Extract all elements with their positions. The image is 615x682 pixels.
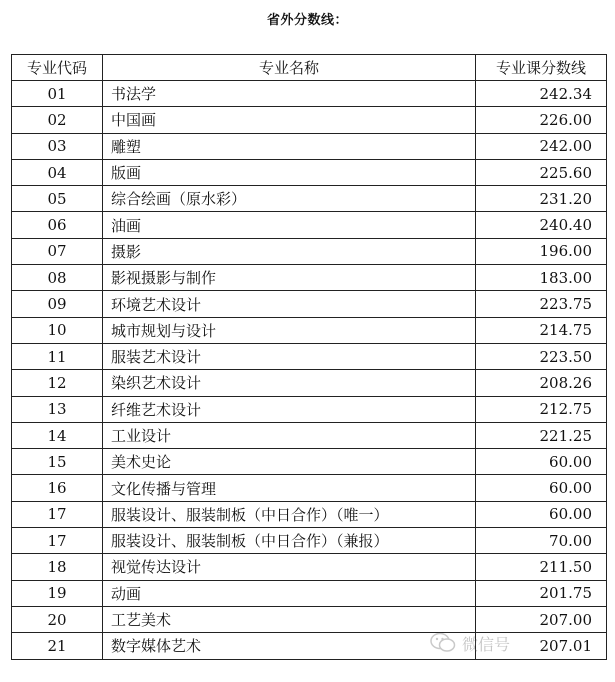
- row-score: 60.00: [476, 501, 607, 527]
- row-score: 60.00: [476, 475, 607, 501]
- row-name: 文化传播与管理: [103, 475, 476, 501]
- row-code: 21: [12, 633, 103, 659]
- table-row: [12, 186, 607, 212]
- row-score: 207.00: [476, 606, 607, 632]
- row-name: 环境艺术设计: [103, 291, 476, 317]
- header-name: 专业名称: [103, 55, 476, 81]
- row-name: 动画: [103, 580, 476, 606]
- row-score: 183.00: [476, 265, 607, 291]
- table-row: [12, 159, 607, 185]
- row-score: 214.75: [476, 317, 607, 343]
- row-code: 04: [12, 159, 103, 185]
- wechat-icon: [430, 632, 456, 654]
- table-row: [12, 580, 607, 606]
- table-row: [12, 449, 607, 475]
- table-row: [12, 212, 607, 238]
- header-score: 专业课分数线: [476, 55, 607, 81]
- row-name: 城市规划与设计: [103, 317, 476, 343]
- row-score: 211.50: [476, 554, 607, 580]
- row-name: 纤维艺术设计: [103, 396, 476, 422]
- row-name: 染织艺术设计: [103, 370, 476, 396]
- row-code: 06: [12, 212, 103, 238]
- row-name: 视觉传达设计: [103, 554, 476, 580]
- table-row: [12, 528, 607, 554]
- row-score: 208.26: [476, 370, 607, 396]
- row-code: 11: [12, 343, 103, 369]
- table-row: [12, 81, 607, 107]
- row-code: 01: [12, 81, 103, 107]
- row-code: 15: [12, 449, 103, 475]
- row-name: 工业设计: [103, 422, 476, 448]
- row-code: 08: [12, 265, 103, 291]
- row-score: 242.34: [476, 81, 607, 107]
- row-score: 240.40: [476, 212, 607, 238]
- table-row: [12, 475, 607, 501]
- row-code: 03: [12, 133, 103, 159]
- row-code: 19: [12, 580, 103, 606]
- watermark-text: 微信号: [462, 634, 511, 654]
- table-row: [12, 501, 607, 527]
- row-score: 201.75: [476, 580, 607, 606]
- header-code: 专业代码: [12, 55, 103, 81]
- row-name: 版画: [103, 159, 476, 185]
- row-score: 223.50: [476, 343, 607, 369]
- row-score: 223.75: [476, 291, 607, 317]
- row-score: 207.01: [476, 633, 607, 659]
- row-score: 60.00: [476, 449, 607, 475]
- row-code: 17: [12, 501, 103, 527]
- row-score: 225.60: [476, 159, 607, 185]
- table-row: [12, 317, 607, 343]
- table-row: [12, 291, 607, 317]
- row-code: 10: [12, 317, 103, 343]
- row-score: 212.75: [476, 396, 607, 422]
- row-name: 美术史论: [103, 449, 476, 475]
- row-score: 70.00: [476, 528, 607, 554]
- row-name: 工艺美术: [103, 606, 476, 632]
- row-code: 05: [12, 186, 103, 212]
- row-code: 07: [12, 238, 103, 264]
- row-code: 14: [12, 422, 103, 448]
- row-name: 服装设计、服装制板（中日合作）（唯一）: [103, 501, 476, 527]
- row-name: 影视摄影与制作: [103, 265, 476, 291]
- row-code: 17: [12, 528, 103, 554]
- table-row: [12, 107, 607, 133]
- row-code: 16: [12, 475, 103, 501]
- row-code: 12: [12, 370, 103, 396]
- table-row: [12, 606, 607, 632]
- row-name: 服装艺术设计: [103, 343, 476, 369]
- row-name: 雕塑: [103, 133, 476, 159]
- row-name: 服装设计、服装制板（中日合作）（兼报）: [103, 528, 476, 554]
- table-row: [12, 133, 607, 159]
- watermark: [430, 630, 510, 656]
- table-row: [12, 554, 607, 580]
- row-score: 221.25: [476, 422, 607, 448]
- row-score: 196.00: [476, 238, 607, 264]
- row-score: 226.00: [476, 107, 607, 133]
- table-row: [12, 265, 607, 291]
- row-code: 13: [12, 396, 103, 422]
- row-name: 油画: [103, 212, 476, 238]
- page-title: 省外分数线：: [266, 13, 348, 28]
- table-row: [12, 238, 607, 264]
- table-row: [12, 396, 607, 422]
- table-header-row: [12, 55, 607, 81]
- row-name: 书法学: [103, 81, 476, 107]
- row-score: 231.20: [476, 186, 607, 212]
- row-name: 综合绘画（原水彩）: [103, 186, 476, 212]
- row-code: 09: [12, 291, 103, 317]
- row-code: 18: [12, 554, 103, 580]
- row-score: 242.00: [476, 133, 607, 159]
- table-row: [12, 370, 607, 396]
- row-code: 02: [12, 107, 103, 133]
- table-row: [12, 422, 607, 448]
- table-row: [12, 343, 607, 369]
- score-table: [11, 54, 607, 660]
- table-row: [12, 633, 607, 659]
- row-name: 数字媒体艺术: [103, 633, 476, 659]
- row-name: 摄影: [103, 238, 476, 264]
- row-name: 中国画: [103, 107, 476, 133]
- row-code: 20: [12, 606, 103, 632]
